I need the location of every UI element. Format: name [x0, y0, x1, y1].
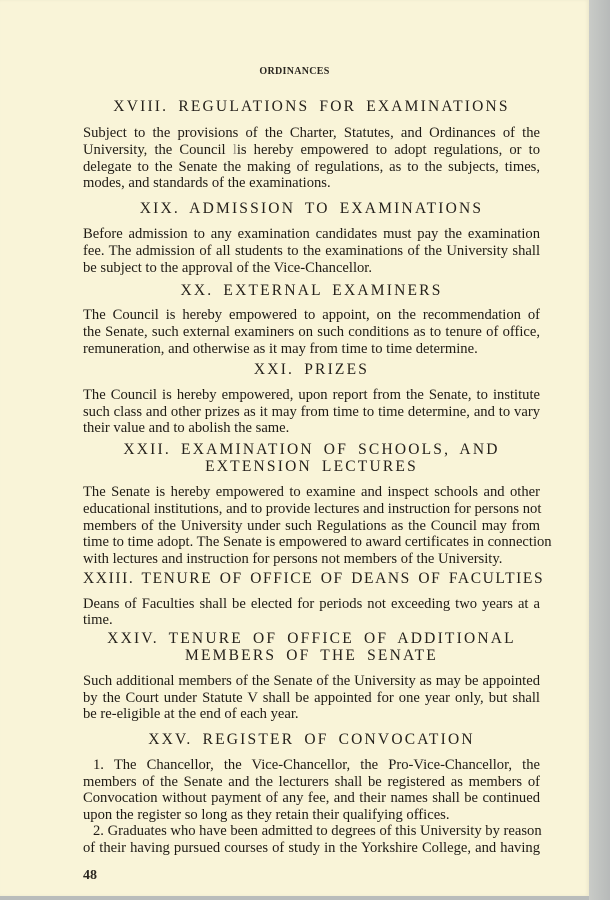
body-line: Such additional members of the Senate of the University as may be appointed	[83, 673, 540, 689]
body-line: with lectures and instruction for persons not members of the University.	[83, 551, 503, 567]
body-line: upon the register so long as they retain their qualifying offices.	[83, 807, 450, 823]
body-line: Deans of Faculties shall be elected for periods not exceeding two years at a	[83, 596, 540, 612]
body-line: such class and other prizes as it may from time to time determine, and to vary	[83, 404, 540, 420]
body-line: 2. Graduates who have been admitted to degrees of this University by reason	[93, 823, 542, 839]
body-line: The Council is hereby empowered, upon report from the Senate, to institute	[83, 387, 540, 403]
body-line: be re-eligible at the end of each year.	[83, 706, 299, 722]
body-line: educational institutions, and to provide lectures and instruction for persons not	[83, 501, 542, 517]
section-heading-xx: XX. EXTERNAL EXAMINERS	[180, 282, 443, 299]
body-line: be subject to the approval of the Vice-Chancellor.	[83, 260, 373, 276]
print-artifact: l	[232, 142, 237, 158]
body-line: by the Court under Statute V shall be appointed for one year only, but shall	[83, 690, 540, 706]
body-line: The Council is hereby empowered to appoint, on the recommendation of	[83, 307, 540, 323]
body-line: Subject to the provisions of the Charter, Statutes, and Ordinances of the	[83, 125, 540, 141]
body-line: delegate to the Senate the making of regulations, as to the subjects, times,	[83, 159, 540, 175]
section-heading-xviii: XVIII. REGULATIONS FOR EXAMINATIONS	[113, 98, 510, 115]
body-line: modes, and standards of the examinations.	[83, 175, 331, 191]
body-line: remuneration, and otherwise as it may from time to time determine.	[83, 341, 478, 357]
body-line: fee. The admission of all students to the examinations of the University shall	[83, 243, 540, 259]
section-heading-xxiv: XXIV. TENURE OF OFFICE OF ADDITIONAL	[107, 630, 516, 647]
body-line: time to time adopt. The Senate is empowered to award certificates in connection	[83, 534, 552, 550]
body-text: University, the Council	[83, 142, 226, 158]
body-line: members of the University under such Regulations as the Council may from	[83, 518, 540, 534]
section-heading-xxii: XXII. EXAMINATION OF SCHOOLS, AND	[123, 441, 500, 458]
body-line: the Senate, such external examiners on such conditions as to tenure of office,	[83, 324, 540, 340]
body-line: The Senate is hereby empowered to examine and inspect schools and other	[83, 484, 540, 500]
body-line: their value and to abolish the same.	[83, 420, 290, 436]
scan-right-edge	[589, 0, 610, 900]
body-text: is hereby empowered to adopt regulations, or to	[236, 142, 540, 158]
page-number: 48	[83, 868, 97, 883]
body-line: time.	[83, 612, 113, 628]
body-line: Convocation without payment of any fee, and their names shall be continued	[83, 790, 540, 806]
body-line: of their having pursued courses of study in the Yorkshire College, and having	[83, 840, 540, 856]
section-heading-xxv: XXV. REGISTER OF CONVOCATION	[148, 731, 475, 748]
section-heading-xxiii: XXIII. TENURE OF OFFICE OF DEANS OF FACULTIES	[83, 570, 545, 587]
body-line	[83, 142, 540, 158]
body-line: members of the Senate and the lecturers shall be registered as members of	[83, 774, 540, 790]
section-heading-xix: XIX. ADMISSION TO EXAMINATIONS	[139, 200, 484, 217]
section-heading-xxiv-cont: MEMBERS OF THE SENATE	[185, 647, 438, 664]
running-head: ORDINANCES	[259, 66, 330, 77]
section-heading-xxi: XXI. PRIZES	[253, 361, 370, 378]
body-line: 1. The Chancellor, the Vice-Chancellor, the Pro-Vice-Chancellor, the	[93, 757, 540, 773]
section-heading-xxii-cont: EXTENSION LECTURES	[205, 458, 418, 475]
body-line: Before admission to any examination candidates must pay the examination	[83, 226, 540, 242]
